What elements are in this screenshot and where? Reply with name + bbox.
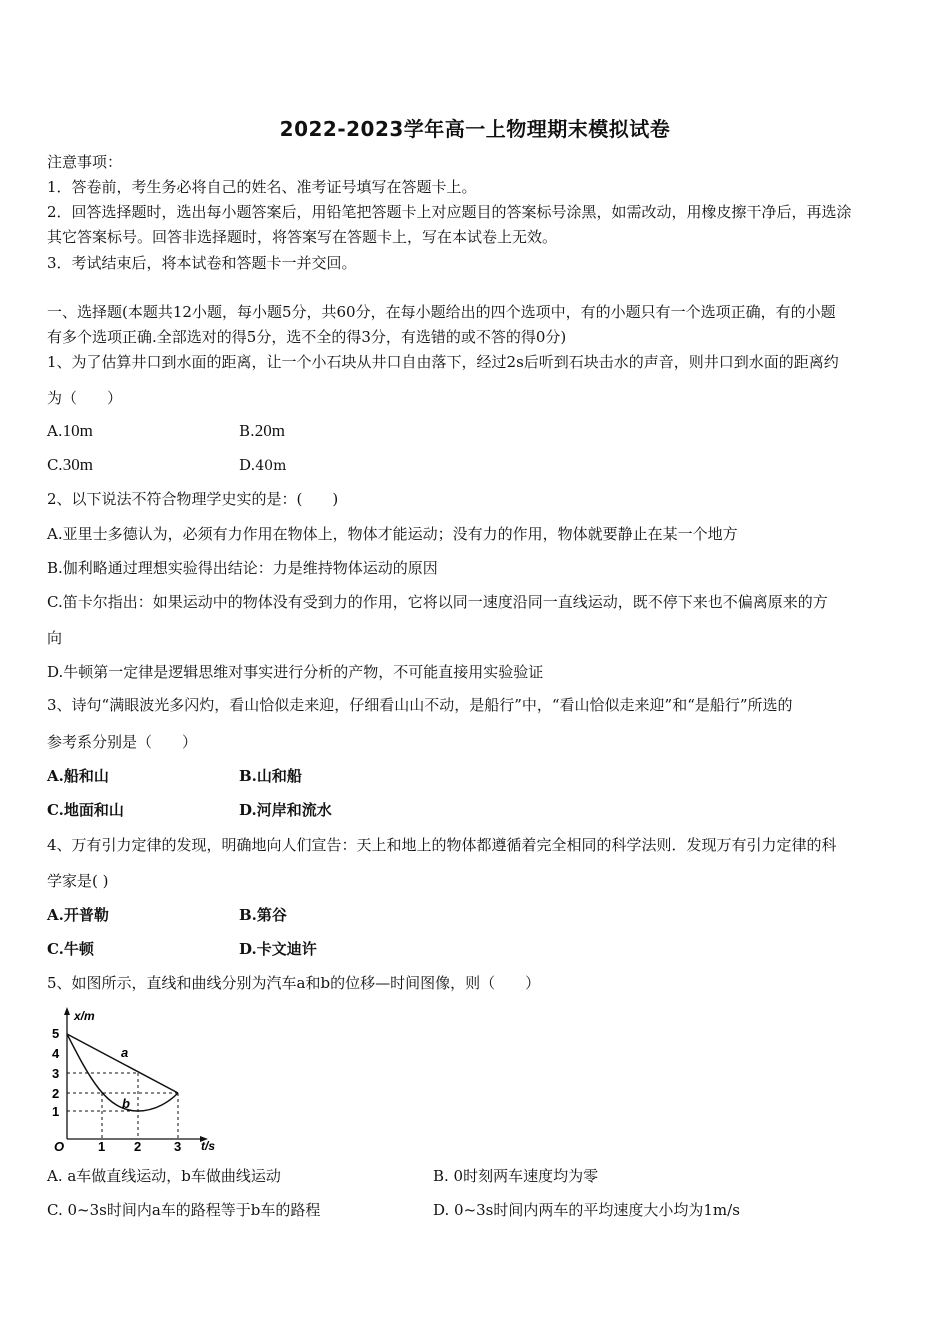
q2-option-c-cont: 向 — [47, 629, 63, 647]
q2-stem: 2、以下说法不符合物理学史实的是：( ) — [47, 490, 339, 508]
graph-x-axis-label: t/s — [201, 1139, 216, 1153]
graph-line-a — [67, 1034, 178, 1093]
q5-option-b: B. 0时刻两车速度均为零 — [433, 1167, 599, 1185]
graph-y-tick-2: 2 — [52, 1086, 60, 1101]
q2-option-c: C.笛卡尔指出：如果运动中的物体没有受到力的作用，它将以同一速度沿同一直线运动，既不停下来也不偏离原来的方 — [47, 593, 828, 611]
q3-option-b: B.山和船 — [239, 767, 302, 785]
section-header-line2: 有多个选项正确.全部选对的得5分，选不全的得3分，有选错的或不答的得0分) — [47, 328, 567, 346]
notice-item-2: 2．回答选择题时，选出每小题答案后，用铅笔把答题卡上对应题目的答案标号涂黑，如需改动，用橡皮擦干净后，再选涂 — [47, 203, 852, 221]
q4-stem-line1: 4、万有引力定律的发现，明确地向人们宣告：天上和地上的物体都遵循着完全相同的科学法则．发现万有引力定律的科 — [47, 836, 837, 854]
q4-option-b: B.第谷 — [239, 906, 287, 924]
q5-stem: 5、如图所示，直线和曲线分别为汽车a和b的位移—时间图像，则（ ） — [47, 974, 541, 992]
q5-xt-graph — [44, 1005, 229, 1153]
q4-option-c: C.牛顿 — [47, 940, 94, 958]
page-title: 2022-2023学年高一上物理期末模拟试卷 — [279, 117, 671, 141]
q2-option-b: B.伽利略通过理想实验得出结论：力是维持物体运动的原因 — [47, 559, 438, 577]
graph-curve-b-label: b — [122, 1096, 130, 1111]
q3-option-d: D.河岸和流水 — [239, 801, 332, 819]
graph-x-tick-3: 3 — [174, 1139, 182, 1153]
graph-x-tick-2: 2 — [134, 1139, 142, 1153]
q3-option-c: C.地面和山 — [47, 801, 124, 819]
q1-option-c-value: 30m — [62, 455, 93, 474]
notice-heading: 注意事项： — [47, 153, 123, 171]
q4-option-a: A.开普勒 — [47, 906, 109, 924]
q5-option-a: A. a车做直线运动，b车做曲线运动 — [47, 1167, 281, 1185]
q1-option-d-label: D. — [239, 456, 256, 474]
graph-y-tick-4: 4 — [52, 1046, 60, 1061]
q1-option-b-value: 20m — [254, 421, 286, 440]
q1-option-a — [47, 421, 93, 441]
q1-option-c — [47, 455, 93, 475]
q1-stem-line2: 为（ ） — [47, 389, 123, 407]
q1-option-b — [239, 421, 285, 441]
q2-option-d: D.牛顿第一定律是逻辑思维对事实进行分析的产物，不可能直接用实验验证 — [47, 663, 544, 681]
q3-stem-line2: 参考系分别是（ ） — [47, 733, 198, 751]
graph-y-arrow — [64, 1007, 70, 1015]
graph-curve-a-label: a — [121, 1045, 129, 1060]
q4-stem-line2: 学家是( ) — [47, 872, 109, 890]
q1-option-d — [239, 455, 286, 476]
q3-option-a: A.船和山 — [47, 767, 109, 785]
q1-option-a-value: 10m — [62, 421, 93, 440]
q5-option-d: D. 0~3s时间内两车的平均速度大小均为1m/s — [433, 1201, 740, 1219]
graph-origin-label: O — [54, 1139, 65, 1153]
graph-y-tick-1: 1 — [52, 1104, 60, 1119]
q1-stem-line1: 1、为了估算井口到水面的距离，让一个小石块从井口自由落下，经过2s后听到石块击水的声音，则井口到水面的距离约 — [47, 353, 839, 371]
notice-item-1: 1．答卷前，考生务必将自己的姓名、准考证号填写在答题卡上。 — [47, 178, 477, 196]
graph-y-axis-label: x/m — [74, 1009, 95, 1023]
notice-item-2-cont: 其它答案标号。回答非选择题时，将答案写在答题卡上，写在本试卷上无效。 — [47, 228, 558, 246]
q5-option-c: C. 0~3s时间内a车的路程等于b车的路程 — [47, 1201, 321, 1219]
q1-option-a-label: A. — [47, 422, 63, 440]
graph-y-tick-3: 3 — [52, 1066, 60, 1081]
q2-option-a: A.亚里士多德认为，必须有力作用在物体上，物体才能运动；没有力的作用，物体就要静止在某一个地方 — [47, 525, 738, 543]
section-header-line1: 一、选择题(本题共12小题，每小题5分，共60分，在每小题给出的四个选项中，有的小题只有一个选项正确，有的小题 — [47, 303, 836, 321]
q1-option-b-label: B. — [239, 422, 255, 440]
q4-option-d: D.卡文迪许 — [239, 940, 317, 958]
q1-option-c-label: C. — [47, 456, 63, 474]
q1-option-d-value: 40m — [255, 458, 287, 474]
q3-stem-line1: 3、诗句“满眼波光多闪灼，看山恰似走来迎，仔细看山山不动，是船行”中，“看山恰似走来迎”和“是船行”所选的 — [47, 696, 793, 714]
notice-item-3: 3．考试结束后，将本试卷和答题卡一并交回。 — [47, 254, 357, 272]
graph-x-tick-1: 1 — [98, 1139, 106, 1153]
graph-y-tick-5: 5 — [52, 1026, 60, 1041]
